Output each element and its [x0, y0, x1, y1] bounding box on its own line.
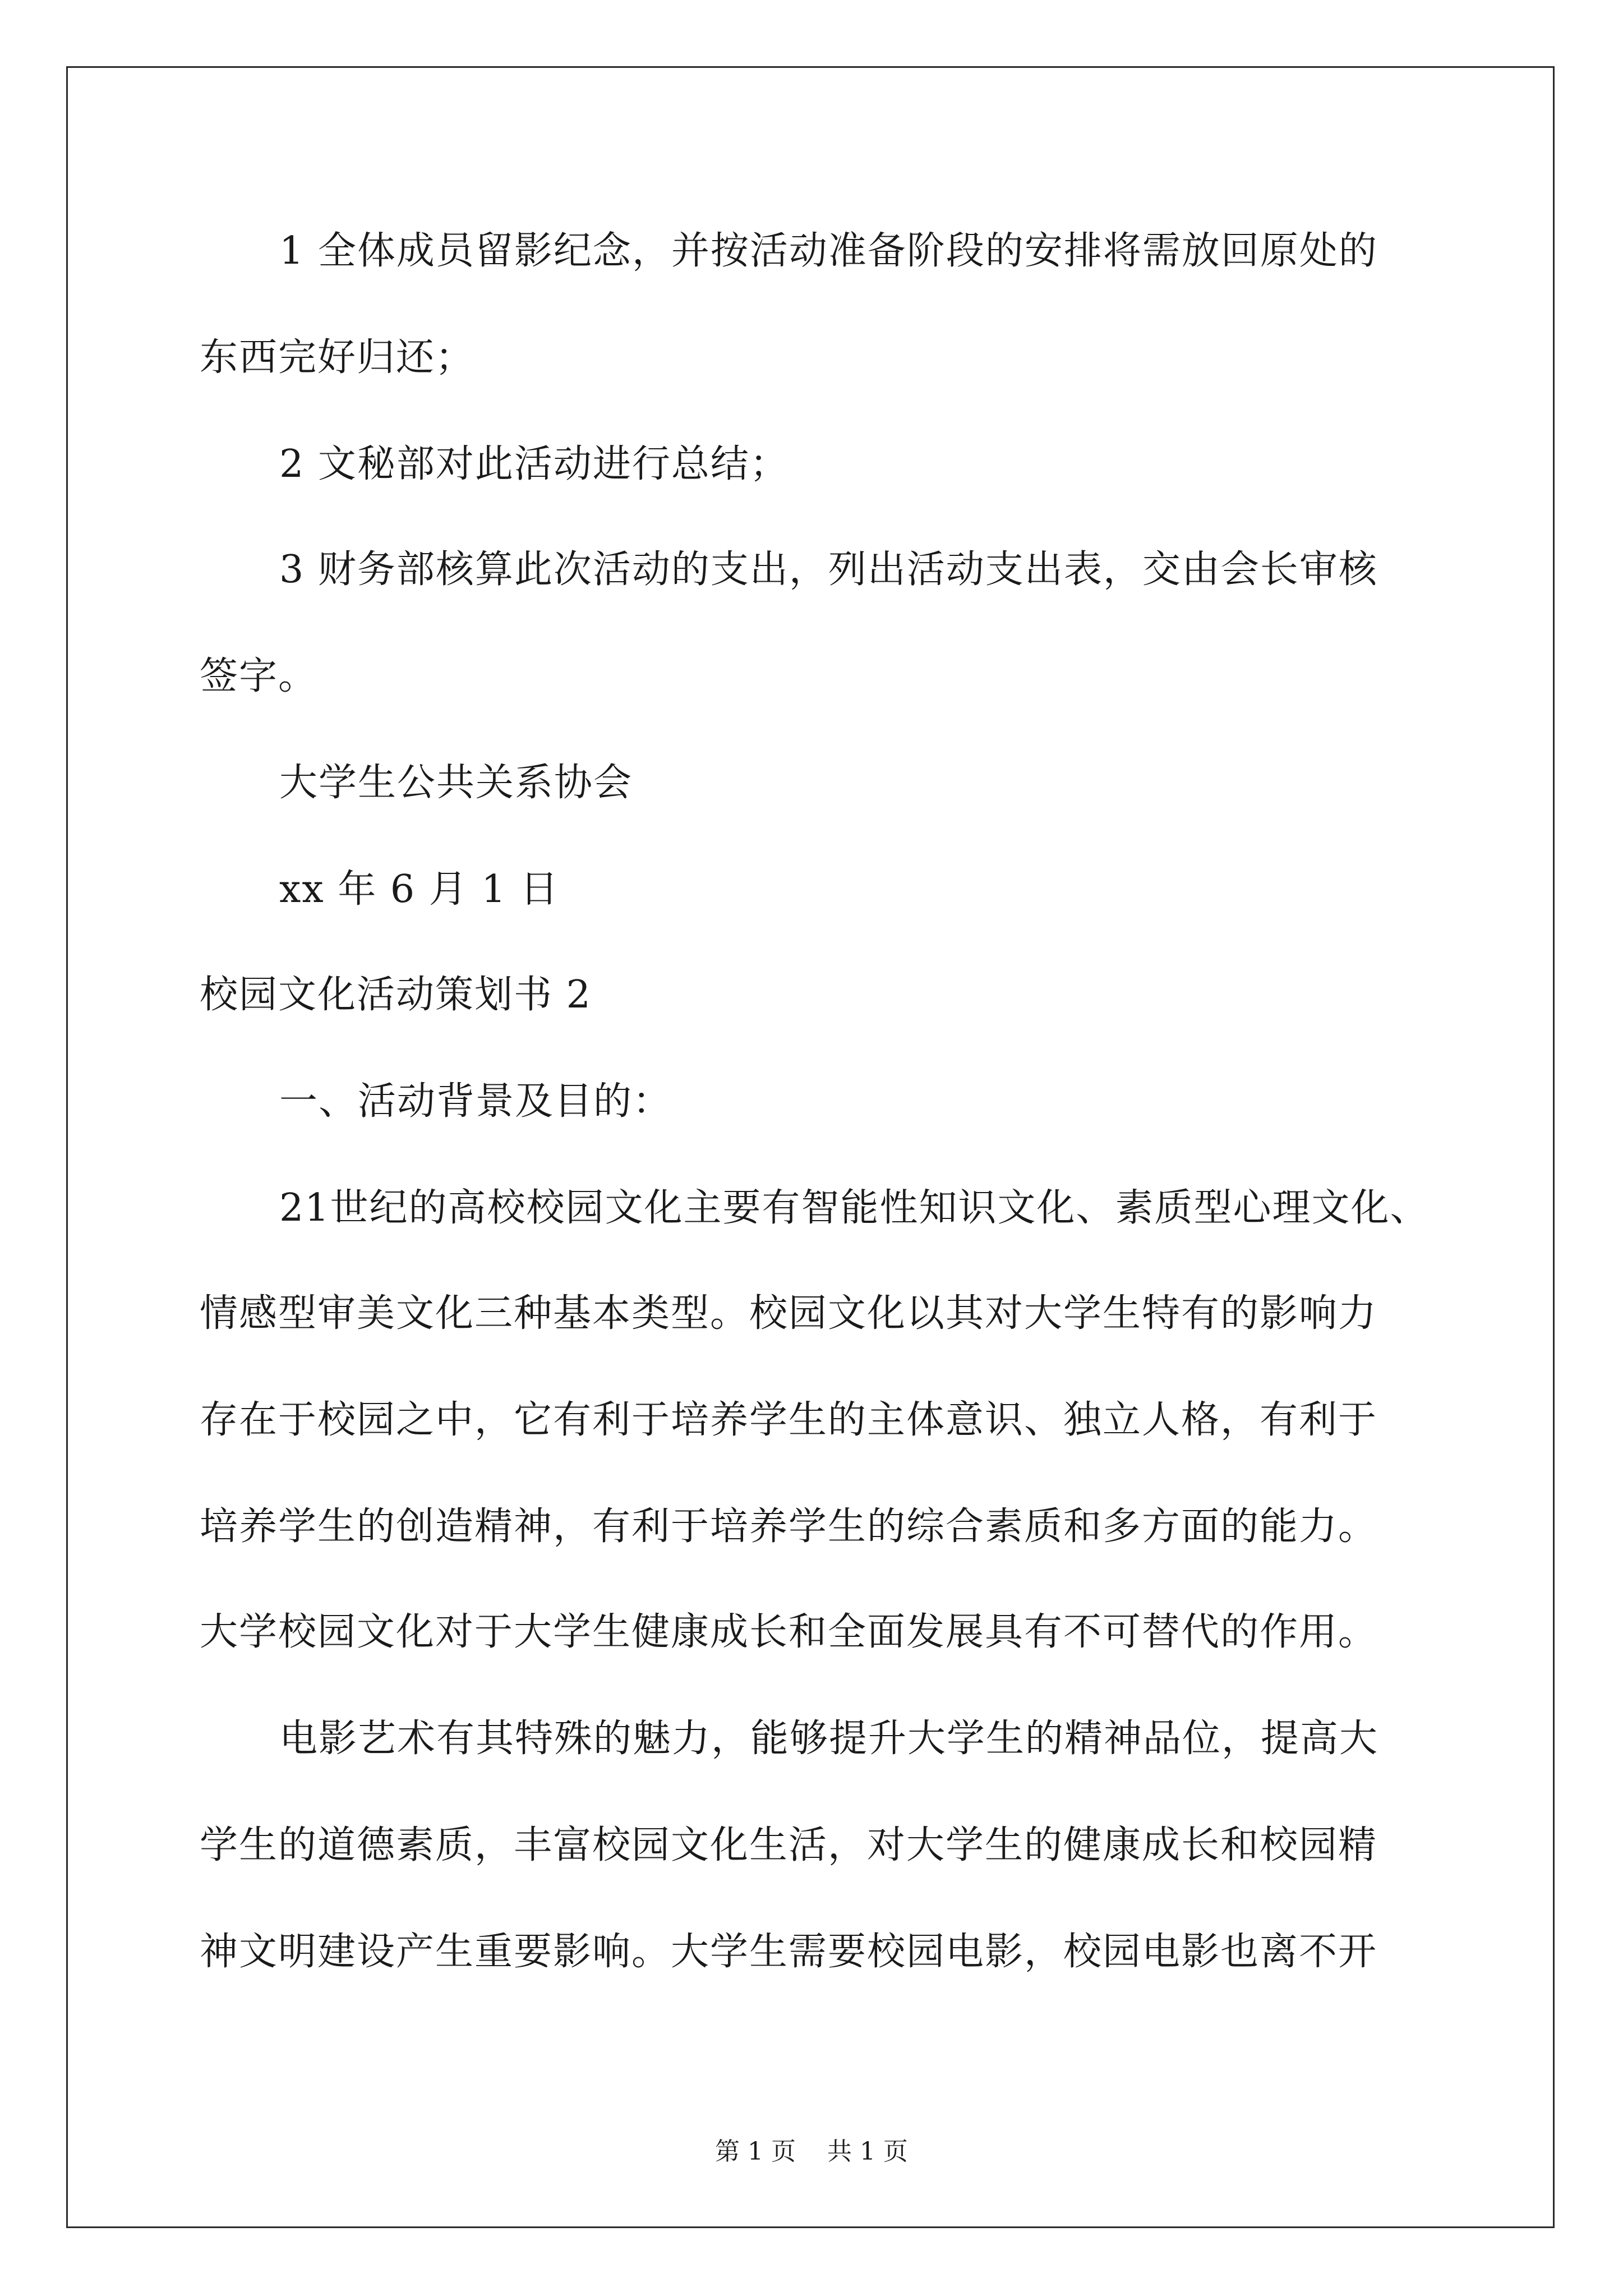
page-number-footer: 第 1 页 共 1 页: [715, 2137, 908, 2166]
paragraph-line: 培养学生的创造精神，有利于培养学生的综合素质和多方面的能力。: [200, 1504, 1378, 1549]
paragraph-line: 情感型审美文化三种基本类型。校园文化以其对大学生特有的影响力: [200, 1291, 1378, 1336]
paragraph-line: 签字。: [200, 654, 318, 698]
paragraph-line: 神文明建设产生重要影响。大学生需要校园电影，校园电影也离不开: [200, 1930, 1378, 1974]
page-frame: [66, 66, 1555, 2228]
paragraph-line: 存在于校园之中，它有利于培养学生的主体意识、独立人格，有利于: [200, 1398, 1378, 1442]
section-heading: 校园文化活动策划书 2: [200, 973, 592, 1017]
paragraph-line: 2 文秘部对此活动进行总结；: [279, 442, 789, 486]
signature-date: xx 年 6 月 1 日: [279, 867, 560, 912]
paragraph-line: 东西完好归还；: [200, 335, 475, 380]
paragraph-line: 大学校园文化对于大学生健康成长和全面发展具有不可替代的作用。: [200, 1610, 1378, 1654]
paragraph-line: 电影艺术有其特殊的魅力，能够提升大学生的精神品位，提高大: [279, 1717, 1379, 1761]
subsection-heading: 一、活动背景及目的：: [279, 1079, 672, 1124]
paragraph-line: 1 全体成员留影纪念，并按活动准备阶段的安排将需放回原处的: [279, 229, 1378, 273]
paragraph-line: 学生的道德素质，丰富校园文化生活，对大学生的健康成长和校园精: [200, 1823, 1378, 1867]
paragraph-line: 21世纪的高校校园文化主要有智能性知识文化、素质型心理文化、: [279, 1186, 1430, 1230]
signature-organization: 大学生公共关系协会: [279, 761, 633, 805]
paragraph-line: 3 财务部核算此次活动的支出，列出活动支出表，交由会长审核: [279, 547, 1378, 592]
